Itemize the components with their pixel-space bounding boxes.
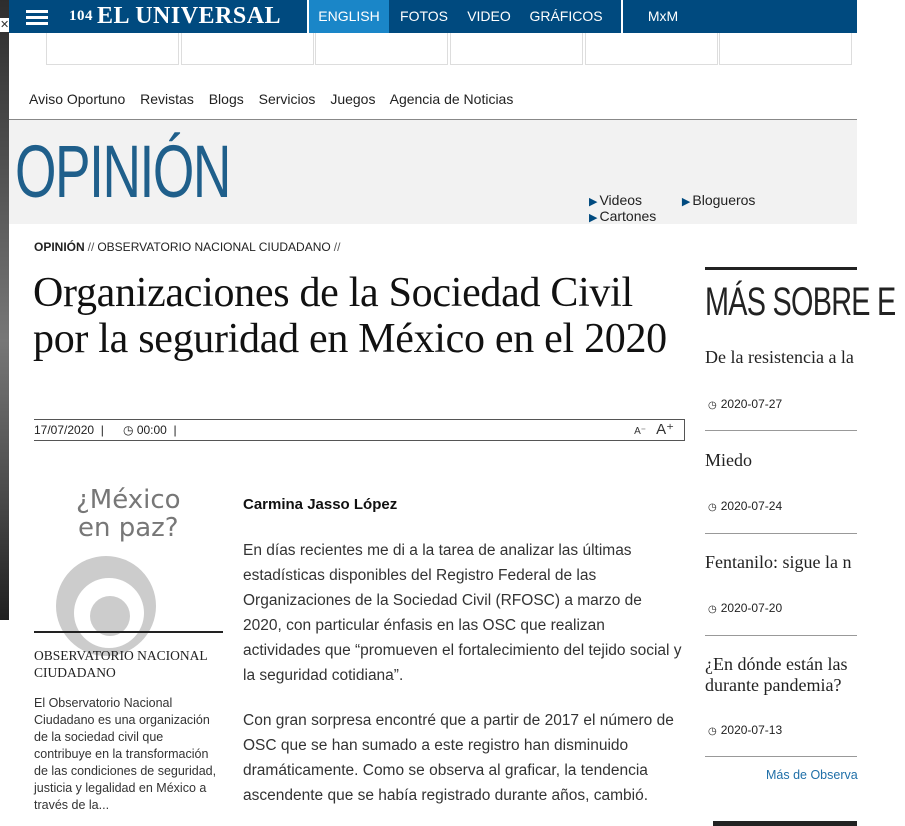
section-link-videos[interactable]: ▶ Videos [589, 192, 643, 208]
divider [705, 756, 857, 757]
clock-icon: ◷ [708, 502, 717, 513]
related-item-date: ◷ 2020-07-20 [708, 601, 783, 615]
sub-box[interactable] [315, 33, 448, 65]
article-headline: Organizaciones de la Sociedad Civil por la seguridad en México en el 2020 [33, 270, 667, 362]
font-decrease-button[interactable]: A⁻ [634, 426, 647, 437]
secondary-navigation [29, 91, 524, 107]
clock-icon: ◷ [708, 604, 717, 615]
author-box-name[interactable]: OBSERVATORIO NACIONAL CIUDADANO [34, 648, 208, 680]
sub-box[interactable] [719, 33, 852, 65]
related-item-date: ◷ 2020-07-24 [708, 499, 783, 513]
play-triangle-icon: ▶ [589, 196, 598, 208]
sub-box[interactable] [450, 33, 583, 65]
top-navigation [309, 0, 857, 33]
related-item-title[interactable]: De la resistencia a la [705, 347, 854, 367]
sub-box[interactable] [181, 33, 314, 65]
more-link[interactable]: Más de Observa [766, 768, 858, 782]
secnav-agencia[interactable]: Agencia de Noticias [389, 91, 514, 107]
related-item-title[interactable]: Miedo [705, 450, 752, 470]
breadcrumb-sub[interactable]: OBSERVATORIO NACIONAL CIUDADANO [97, 240, 331, 254]
logo-years: 104 [69, 8, 93, 24]
clock-icon: ◷ [708, 726, 717, 737]
article-paragraph: Con gran sorpresa encontré que a partir de 2017 el número de OSC que se han sumado a este registro han disminuido dramáticamente. Como se observa al graficar, la tendencia ascendente que se había registrado durante años, cambió. [243, 712, 674, 804]
section-link-cartones[interactable]: ▶ Cartones [589, 208, 657, 224]
article-byline: Carmina Jasso López [243, 496, 398, 513]
section-title[interactable]: OPINIÓN [15, 130, 230, 213]
related-item-title[interactable]: ¿En dónde están las durante pandemia? [705, 654, 848, 695]
logo-text: EL UNIVERSAL [97, 3, 282, 29]
sub-box[interactable] [46, 33, 179, 65]
author-graphic [34, 486, 224, 632]
close-icon[interactable]: ✕ [0, 18, 10, 31]
related-item-date: ◷ 2020-07-13 [708, 723, 783, 737]
divider [705, 267, 857, 270]
related-item-title[interactable]: Fentanilo: sigue la n [705, 552, 852, 572]
nav-graficos[interactable]: GRÁFICOS [529, 8, 603, 24]
left-edge-strip [0, 0, 9, 620]
divider [705, 635, 857, 636]
menu-icon [26, 10, 48, 13]
nav-mxm[interactable]: MxM [647, 8, 679, 24]
related-item-date: ◷ 2020-07-27 [708, 397, 783, 411]
nav-video[interactable]: VIDEO [467, 8, 511, 24]
secnav-revistas[interactable]: Revistas [140, 91, 194, 107]
secnav-servicios[interactable]: Servicios [258, 91, 316, 107]
clock-icon: ◷ [123, 423, 134, 437]
breadcrumb: OPINIÓN // OBSERVATORIO NACIONAL CIUDADANO // [34, 240, 341, 254]
secnav-aviso-oportuno[interactable]: Aviso Oportuno [29, 91, 126, 107]
footer-bar [713, 821, 857, 826]
play-triangle-icon: ▶ [589, 212, 598, 224]
sub-box[interactable] [585, 33, 718, 65]
section-link-blogueros[interactable]: ▶ Blogueros [681, 192, 756, 208]
sub-menu-boxes [46, 33, 857, 66]
breadcrumb-section[interactable]: OPINIÓN [34, 240, 85, 254]
nav-fotos[interactable]: FOTOS [400, 8, 448, 24]
hamburger-menu-button[interactable] [9, 0, 61, 33]
secnav-juegos[interactable]: Juegos [330, 91, 376, 107]
divider [705, 533, 857, 534]
article-time: ◷ 00:00 | [123, 423, 177, 437]
nav-english[interactable]: ENGLISH [309, 0, 389, 33]
divider [705, 430, 857, 431]
article-meta-bar [34, 419, 685, 441]
author-box-description: El Observatorio Nacional Ciudadano es una organización de la sociedad civil que contribuye en la transformación de las condiciones de seguridad, justicia y legalidad en México a través de la... [34, 696, 217, 812]
article-paragraph: En días recientes me di a la tarea de analizar las últimas estadísticas disponibles del Registro Federal de las Organizaciones de la Sociedad Civil (RFOSC) a marzo de 2020, con particular énfasis en las OSC que realizan actividades que “promueven el fortalecimiento del tejido social y la seguridad cotidiana”. [243, 542, 682, 684]
site-logo[interactable] [61, 0, 307, 33]
font-size-controls [634, 420, 674, 438]
font-increase-button[interactable]: A⁺ [656, 421, 674, 438]
clock-icon: ◷ [708, 400, 717, 411]
graphic-text: ¿México en paz? [76, 485, 181, 543]
divider [34, 631, 223, 633]
related-title: MÁS SOBRE E [705, 280, 896, 324]
play-triangle-icon: ▶ [681, 196, 691, 208]
article-date: 17/07/2020 | [34, 423, 104, 437]
secnav-blogs[interactable]: Blogs [208, 91, 244, 107]
section-links [589, 192, 857, 224]
